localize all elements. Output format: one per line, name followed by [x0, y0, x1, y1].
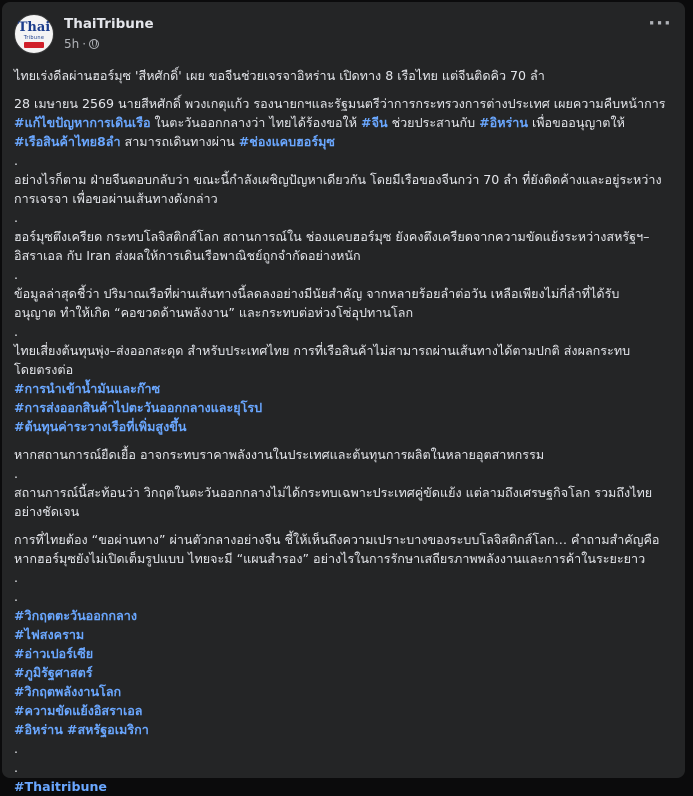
hashtag-link[interactable]: #ต้นทุนค่าระวางเรือที่เพิ่มสูงขึ้น	[14, 419, 187, 434]
dot-separator: .	[14, 466, 19, 481]
meta-separator: ·	[82, 37, 87, 51]
dot-separator: .	[14, 267, 19, 282]
hashtag-link[interactable]: #Thaitribune	[14, 779, 107, 794]
hashtag-link[interactable]: #อ่าวเปอร์เซีย	[14, 646, 94, 661]
dot-separator: .	[14, 324, 19, 339]
hashtag-link[interactable]: #อิหร่าน	[14, 722, 63, 737]
hashtag-link[interactable]: #แก้ไขปัญหาการเดินเรือ	[14, 115, 151, 130]
hashtag-link[interactable]: #ภูมิรัฐศาสตร์	[14, 665, 93, 680]
page-name-link[interactable]: ThaiTribune	[64, 16, 154, 32]
hashtag-link[interactable]: #วิกฤตตะวันออกกลาง	[14, 608, 137, 623]
hashtag-link[interactable]: #ช่องแคบฮอร์มุซ	[238, 134, 335, 149]
post-header	[14, 14, 674, 58]
text-span: สามารถเดินทางผ่าน	[120, 134, 239, 149]
paragraph-line: การที่ไทยต้อง “ขอผ่านทาง” ผ่านตัวกลางอย่างจีน ชี้ให้เห็นถึงความเปราะบางของระบบโลจิสติกส์โลก… คำถามสำคัญคือ	[14, 532, 660, 547]
hashtag-line	[14, 625, 682, 644]
dot-separator: .	[14, 210, 19, 225]
hashtag-line	[14, 606, 682, 625]
paragraph-line: อิสราเอล กับ Iran ส่งผลให้การเดินเรือพาณิชย์ถูกจำกัดอย่างหนัก	[14, 248, 361, 263]
hashtag-link[interactable]: #อิหร่าน	[479, 115, 528, 130]
hashtag-link[interactable]: #ความขัดแย้งอิสราเอล	[14, 703, 143, 718]
hashtag-line	[14, 682, 682, 701]
hashtag-line	[14, 777, 682, 796]
hashtag-link[interactable]: #จีน	[361, 115, 388, 130]
paragraph-line: ฮอร์มุซตึงเครียด กระทบโลจิสติกส์โลก สถานการณ์ใน ช่องแคบฮอร์มุซ ยังคงตึงเครียดจากความขัดแย้งระหว่างสหรัฐฯ–	[14, 229, 650, 244]
post-body	[14, 66, 682, 796]
dot-separator: .	[14, 760, 19, 775]
dot-separator: .	[14, 741, 19, 756]
paragraph-line	[14, 132, 682, 151]
dot-separator: .	[14, 589, 19, 604]
avatar-logo-subtext: Tribune	[23, 35, 45, 41]
paragraph-line: โดยตรงต่อ	[14, 362, 74, 377]
paragraph-line	[14, 113, 682, 132]
avatar-logo-text: Thai	[17, 20, 51, 35]
more-horizontal-icon[interactable]: ···	[648, 13, 672, 34]
paragraph-line: สถานการณ์นี้สะท้อนว่า วิกฤตในตะวันออกกลางไม่ได้กระทบเฉพาะประเทศคู่ขัดแย้ง แต่ลามถึงเศรษฐกิจโลก รวมถึงไทย	[14, 485, 653, 500]
paragraph-line: อย่างไรก็ตาม ฝ่ายจีนตอบกลับว่า ขณะนี้กำลังเผชิญปัญหาเดียวกัน โดยมีเรือของจีนกว่า 70 ลำ ที่ยังติดค้างและอยู่ระหว่าง	[14, 172, 662, 187]
hashtag-line	[14, 398, 682, 417]
hashtag-line	[14, 701, 682, 720]
dot-separator: .	[14, 570, 19, 585]
paragraph-line: หากสถานการณ์ยืดเยื้อ อาจกระทบราคาพลังงานในประเทศและต้นทุนการผลิตในหลายอุตสาหกรรม	[14, 447, 545, 462]
hashtag-line	[14, 663, 682, 682]
hashtag-line	[14, 417, 682, 436]
post-time-link[interactable]: 5h	[64, 37, 80, 51]
paragraph-line: 28 เมษายน 2569 นายสีหศักดิ์ พวงเกตุแก้ว รองนายกฯและรัฐมนตรีว่าการกระทรวงการต่างประเทศ เผยความคืบหน้าการ	[14, 96, 666, 111]
post-headline: ไทยเร่งดีลผ่านฮอร์มุซ 'สีหศักดิ์' เผย ขอจีนช่วยเจรจาอิหร่าน เปิดทาง 8 เรือไทย แต่จีนติดคิว 70 ลำ	[14, 68, 545, 83]
post-card	[2, 2, 685, 794]
text-span: ช่วยประสานกับ	[387, 115, 480, 130]
paragraph-line: หากฮอร์มุซยังไม่เปิดเต็มรูปแบบ ไทยจะมี “แผนสำรอง” อย่างไรในการรักษาเสถียรภาพพลังงานและการค้าในระยะยาว	[14, 551, 646, 566]
hashtag-link[interactable]: #การส่งออกสินค้าไปตะวันออกกลางและยุโรป	[14, 400, 263, 415]
hashtag-line	[14, 720, 682, 739]
hashtag-line	[14, 379, 682, 398]
hashtag-link[interactable]: #ไฟสงคราม	[14, 627, 85, 642]
dot-separator: .	[14, 153, 19, 168]
hashtag-link[interactable]: #เรือสินค้าไทย8ลำ	[14, 134, 121, 149]
hashtag-link[interactable]: #วิกฤตพลังงานโลก	[14, 684, 122, 699]
hashtag-link[interactable]: #การนำเข้าน้ำมันและก๊าซ	[14, 381, 161, 396]
globe-icon[interactable]	[89, 39, 99, 49]
text-span: เพื่อขออนุญาตให้	[527, 115, 625, 130]
post-meta	[64, 37, 99, 51]
paragraph-line: อนุญาต ทำให้เกิด “คอขวดด้านพลังงาน” และกระทบต่อห่วงโซ่อุปทานโลก	[14, 305, 414, 320]
hashtag-line	[14, 644, 682, 663]
paragraph-line: การเจรจา เพื่อขอผ่านเส้นทางดังกล่าว	[14, 191, 218, 206]
avatar-logo-bar	[24, 42, 44, 48]
paragraph-line: อย่างชัดเจน	[14, 504, 80, 519]
hashtag-link[interactable]: #สหรัฐอเมริกา	[66, 722, 149, 737]
paragraph-line: ไทยเสี่ยงต้นทุนพุ่ง–ส่งออกสะดุด สำหรับประเทศไทย การที่เรือสินค้าไม่สามารถผ่านเส้นทางได้ตามปกติ ส่งผลกระทบ	[14, 343, 631, 358]
paragraph-line: ข้อมูลล่าสุดชี้ว่า ปริมาณเรือที่ผ่านเส้นทางนี้ลดลงอย่างมีนัยสำคัญ จากหลายร้อยลำต่อวัน เหลือเพียงไม่กี่ลำที่ได้รับ	[14, 286, 620, 301]
page-avatar[interactable]	[14, 14, 54, 54]
text-span: ในตะวันออกกลางว่า ไทยได้ร้องขอให้	[150, 115, 362, 130]
